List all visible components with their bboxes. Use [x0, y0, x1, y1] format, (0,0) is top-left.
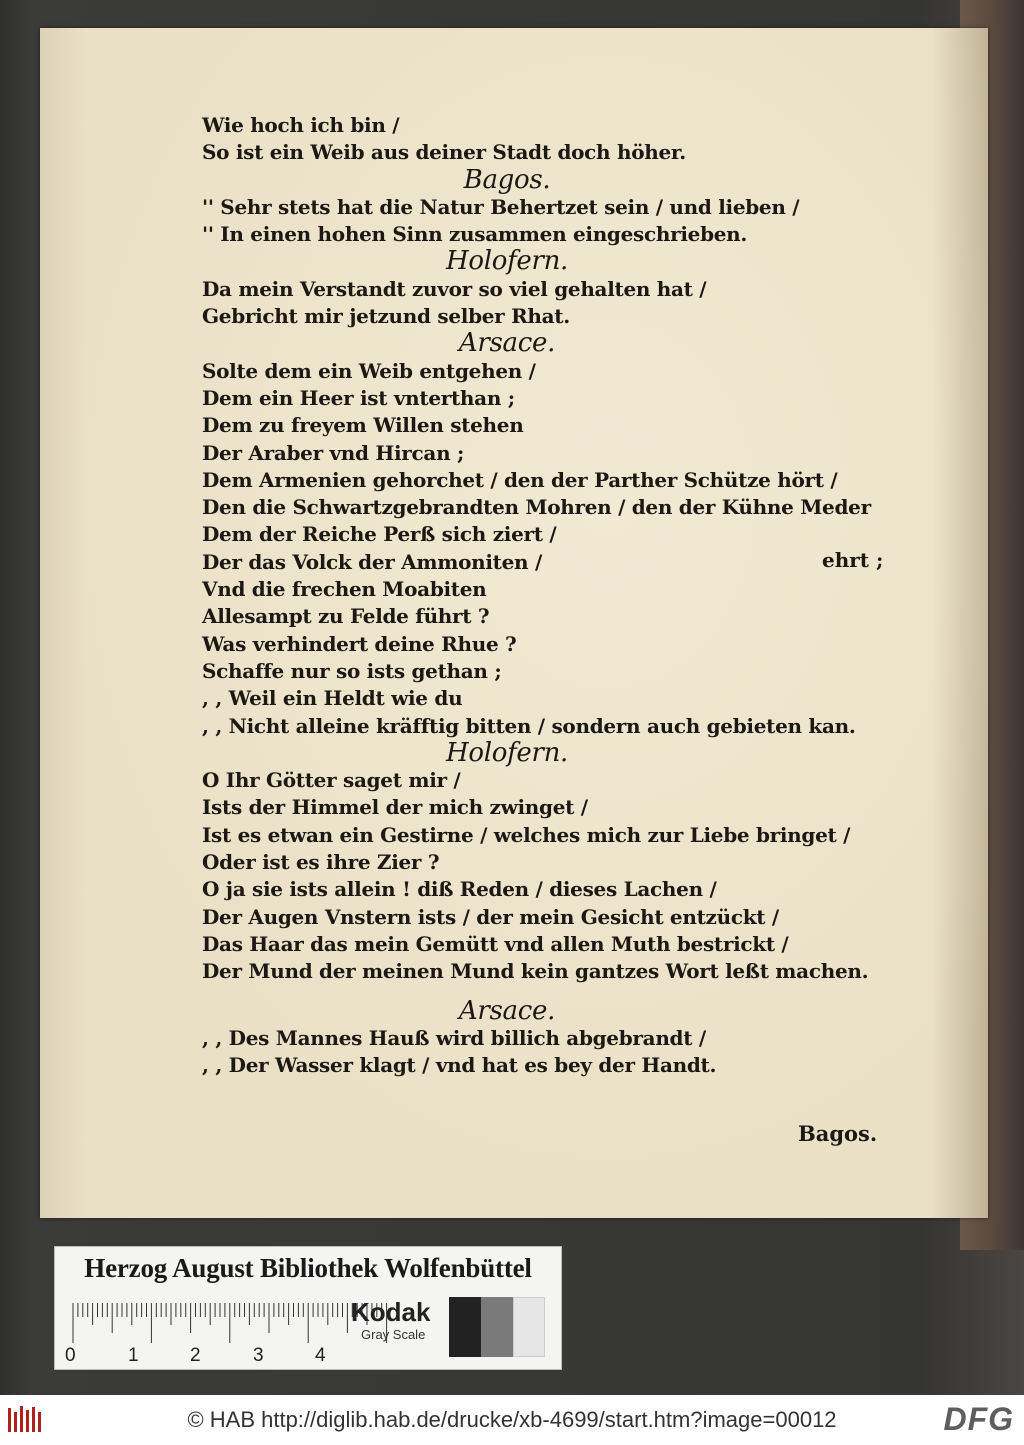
kodak-logo: Kodak: [351, 1297, 431, 1327]
verse-line: Der Mund der meinen Mund kein gantzes Wort leßt machen.: [202, 959, 869, 984]
ruler-number: 3: [253, 1345, 264, 1366]
verse-line: Oder ist es ihre Zier ?: [202, 850, 440, 875]
gray-swatch-light: [513, 1297, 545, 1357]
speaker-heading: Arsace.: [458, 328, 556, 359]
page-text: [202, 112, 902, 1079]
verse-line: Ist es etwan ein Gestirne / welches mich zur Liebe bringet /: [202, 822, 851, 847]
card-title: Herzog August Bibliothek Wolfenbüttel: [84, 1253, 532, 1283]
verse-line: O ja sie ists allein ! diß Reden / dieses Lachen /: [202, 877, 717, 902]
verse-line: , , Des Mannes Hauß wird billich abgebrandt /: [202, 1025, 706, 1050]
verse-line: , , Weil ein Heldt wie du: [202, 686, 463, 711]
verse-line: Vnd die frechen Moabiten: [202, 577, 487, 602]
verse-line: O Ihr Götter saget mir /: [202, 768, 461, 793]
verse-line: Der Araber vnd Hircan ;: [202, 440, 465, 465]
footer-bar: [0, 1395, 1024, 1445]
verse-line: Dem zu freyem Willen stehen: [202, 413, 524, 438]
speaker-heading: Holofern.: [445, 737, 569, 768]
verse-line: Gebricht mir jetzund selber Rhat.: [202, 304, 570, 329]
verse-line: Wie hoch ich bin /: [202, 113, 400, 137]
ruler-number: 2: [190, 1345, 201, 1366]
verse-line: Der das Volck der Ammoniten /: [202, 549, 542, 574]
gray-swatch-mid: [481, 1297, 513, 1357]
verse-line: Allesampt zu Felde führt ?: [202, 604, 490, 629]
verse-line: So ist ein Weib aus deiner Stadt doch höher.: [202, 140, 686, 165]
speaker-heading: Bagos.: [463, 164, 551, 195]
verse-line: Solte dem ein Weib entgehen /: [202, 358, 536, 383]
verse-line: Den die Schwartzgebrandten Mohren / den der Kühne Meder: [202, 495, 871, 520]
ruler-number: 1: [128, 1345, 139, 1366]
copyright-url[interactable]: © HAB http://diglib.hab.de/drucke/xb-4699/start.htm?image=00012: [187, 1407, 837, 1432]
color-calibration-card: [54, 1246, 562, 1370]
gray-swatch-dark: [449, 1297, 481, 1357]
speaker-heading: Holofern.: [445, 246, 569, 277]
verse-line: , , Der Wasser klagt / vnd hat es bey der Handt.: [202, 1053, 717, 1078]
verse-line: Dem Armenien gehorchet / den der Parther Schütze hört /: [202, 467, 838, 492]
verse-line: Was verhindert deine Rhue ?: [202, 631, 517, 656]
verse-line: , , Nicht alleine kräfftig bitten / sondern auch gebieten kan.: [202, 713, 856, 738]
verse-line: Dem ein Heer ist vnterthan ;: [202, 385, 515, 410]
verse-line: Der Augen Vnstern ists / der mein Gesicht entzückt /: [202, 904, 779, 929]
ruler-scale: [69, 1299, 389, 1345]
verse-line: '' In einen hohen Sinn zusammen eingeschrieben.: [202, 222, 748, 247]
verse-line: Das Haar das mein Gemütt vnd allen Muth bestrickt /: [202, 931, 789, 956]
dfg-logo: DFG: [943, 1401, 1014, 1437]
wrapped-line-tail: ehrt ;: [822, 548, 884, 572]
ruler-number: 4: [315, 1345, 326, 1366]
verse-line: Da mein Verstandt zuvor so viel gehalten hat /: [202, 276, 707, 301]
ruler-number: 0: [65, 1345, 76, 1366]
verse-line: Ists der Himmel der mich zwinget /: [202, 795, 588, 820]
gray-scale-label: Gray Scale: [361, 1327, 426, 1342]
speaker-heading: Arsace.: [458, 995, 556, 1026]
verse-line: Schaffe nur so ists gethan ;: [202, 658, 502, 683]
verse-line: Dem der Reiche Perß sich ziert /: [202, 522, 557, 547]
catchword: Bagos.: [798, 1121, 878, 1146]
verse-line: '' Sehr stets hat die Natur Behertzet sein / und lieben /: [202, 194, 800, 219]
